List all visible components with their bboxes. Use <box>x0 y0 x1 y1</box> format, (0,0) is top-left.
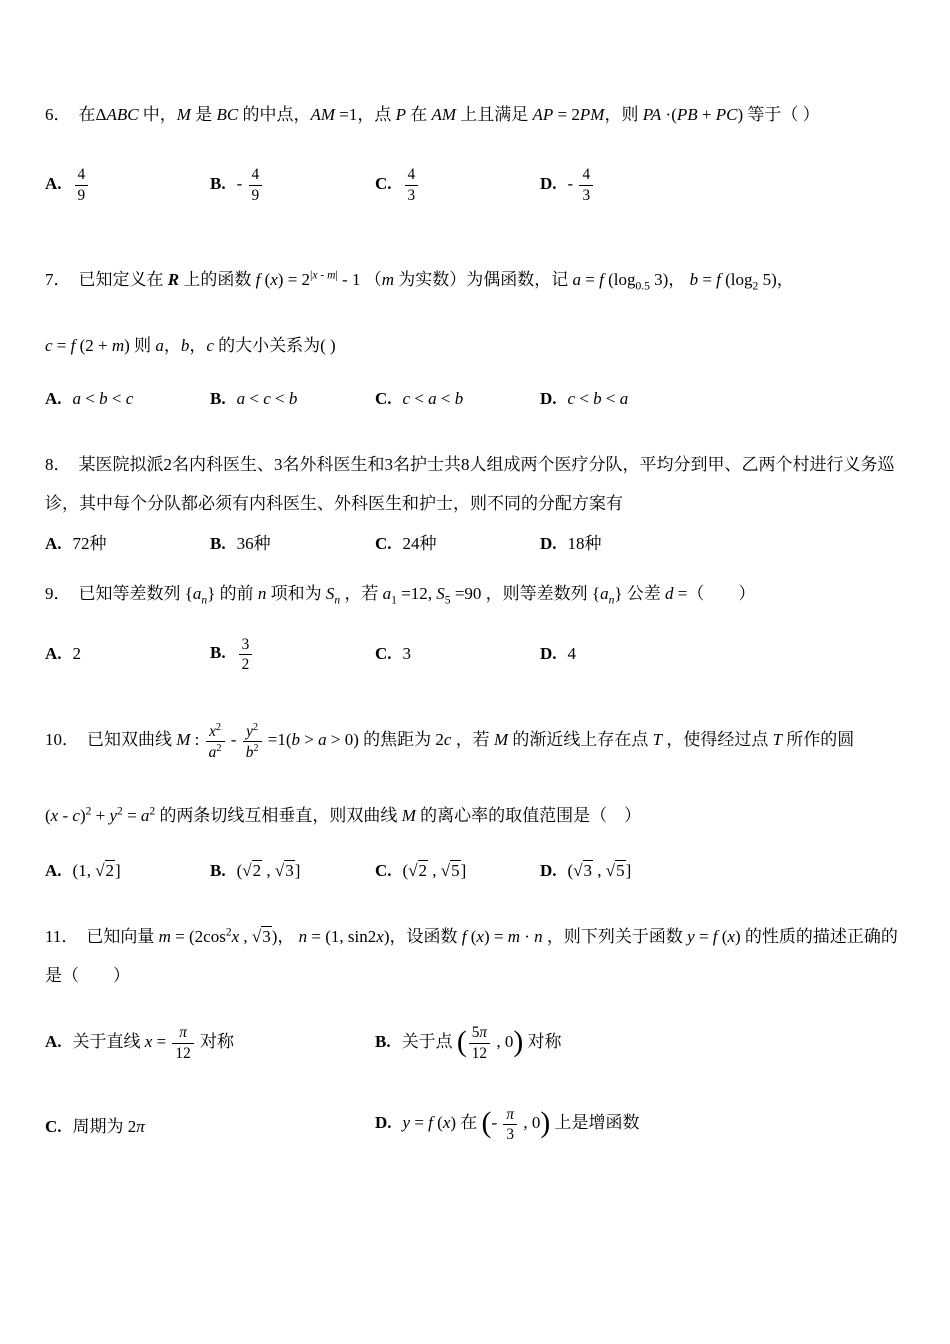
option-content: c < a < b <box>402 389 464 409</box>
option-content: (√2 , √3] <box>236 861 301 881</box>
option-content: (√2 , √5] <box>402 861 467 881</box>
question-7-option-c <box>375 389 540 409</box>
option-content: 72种 <box>72 534 107 554</box>
question-11-number: 11． <box>45 927 79 947</box>
option-content: (1, √2] <box>72 861 121 881</box>
question-7-stem-continued: c = f (2 + m) 则 a，b，c 的大小关系为( ) <box>45 336 336 356</box>
question-8-option-c <box>375 529 540 554</box>
option-content: (√3 , √5] <box>567 861 632 881</box>
option-label: D. <box>375 1113 392 1133</box>
option-label: C. <box>375 389 392 409</box>
option-content: a < b < c <box>72 389 134 409</box>
option-label: A. <box>45 389 62 409</box>
option-label: B. <box>210 534 226 554</box>
question-6-text: 在ΔABC 中，M 是 BC 的中点，AM =1，点 P 在 AM 上且满足 AP = 2PM，则 PA ·(PB + PC) 等于（ ） <box>78 105 820 124</box>
question-7-stem <box>45 260 905 300</box>
option-label: D. <box>540 644 557 664</box>
option-label: B. <box>210 389 226 409</box>
option-content: y = f (x) 在 (- $\frac{\pi}{3}$ , 0) 上是增函数 <box>402 1105 640 1143</box>
question-8 <box>45 445 905 554</box>
question-8-number: 8． <box>45 455 71 475</box>
question-10 <box>45 720 905 881</box>
question-6-option-c <box>375 165 540 204</box>
option-content: 3 <box>402 644 412 664</box>
option-content: $\frac{4}{9}$ <box>73 174 91 193</box>
option-content: c < b < a <box>567 389 629 409</box>
question-7-number: 7． <box>45 270 71 290</box>
question-6-stem <box>45 95 905 134</box>
question-11-options <box>45 1023 905 1143</box>
question-6-number: 6． <box>45 105 71 124</box>
question-9-number: 9． <box>45 584 71 604</box>
question-9-option-a <box>45 644 210 664</box>
question-9-option-c <box>375 644 540 664</box>
option-content: $\frac{4}{3}$ <box>403 174 421 193</box>
question-8-options <box>45 529 905 554</box>
option-label: B. <box>210 174 226 193</box>
question-10-options <box>45 861 905 881</box>
option-label: D. <box>540 389 557 409</box>
question-8-option-a <box>45 529 210 554</box>
question-10-option-a <box>45 861 210 881</box>
option-label: B. <box>375 1031 391 1051</box>
option-content: 关于直线 x = $\frac{\pi}{12}$ 对称 <box>72 1024 234 1062</box>
option-content: 关于点 ( $\frac{5\pi}{12}$ , 0) 对称 <box>401 1024 562 1062</box>
question-7 <box>45 260 905 409</box>
question-11-option-c <box>45 1112 375 1137</box>
question-10-stem-continued: $(x - c)^2 + y^2 = a^2$ 的两条切线互相垂直，则双曲线 M 的离心率的取值范围是（ ） <box>45 804 642 826</box>
question-7-text: 已知定义在 R 上的函数 f $(x) = 2^{|x - m|} - 1$ （m 为实数）为偶函数，记 a = f ($\log_{0.5}$ 3)， b = f ($\log_2$ 5)， <box>78 268 794 293</box>
question-6-option-a <box>45 165 210 204</box>
question-10-option-d <box>540 861 905 881</box>
question-10-option-c <box>375 861 540 881</box>
option-content: - $\frac{4}{3}$ <box>568 174 596 193</box>
question-11-option-a <box>45 1023 375 1062</box>
option-label: C. <box>375 174 392 193</box>
option-content: 4 <box>567 644 577 664</box>
question-10-text: 已知双曲线 M : $\frac{x^2}{a^2}$ - $\frac{y^2}{b^2}$ =1(b > a > 0) 的焦距为 2c ，若 M 的渐近线上存在点 T ，使得经过点 T 所作的圆 <box>87 721 855 762</box>
option-label: A. <box>45 174 62 193</box>
question-9-option-b <box>210 635 375 674</box>
question-11-option-d <box>375 1105 905 1144</box>
question-8-stem <box>45 445 905 523</box>
question-10-option-b <box>210 861 375 881</box>
option-label: A. <box>45 861 62 881</box>
question-9-options <box>45 628 905 680</box>
question-9-option-d <box>540 644 905 664</box>
question-9 <box>45 574 905 680</box>
question-8-option-d <box>540 529 905 554</box>
question-11 <box>45 917 905 1144</box>
question-7-options <box>45 389 905 409</box>
question-7-option-a <box>45 389 210 409</box>
option-content: $\frac{3}{2}$ <box>237 643 255 662</box>
option-content: a < c < b <box>236 389 298 409</box>
option-label: C. <box>375 644 392 664</box>
question-11-text: 已知向量 $m = (2\cos^2x$ , √3)， n = (1, sin2x)，设函数 f (x) = m · n ，则下列关于函数 y = f (x) 的性质的描述正确的是（ ） <box>45 925 898 986</box>
question-8-text: 某医院拟派2名内科医生、3名外科医生和3名护士共8人组成两个医疗分队，平均分到甲、乙两个村进行义务巡诊，其中每个分队都必须有内科医生、外科医生和护士，则不同的分配方案有 <box>45 455 895 514</box>
question-9-stem <box>45 574 905 614</box>
option-content: 36种 <box>236 534 271 554</box>
question-7-option-d <box>540 389 905 409</box>
question-6-option-b <box>210 165 375 204</box>
option-label: D. <box>540 174 557 193</box>
option-label: D. <box>540 861 557 881</box>
option-label: C. <box>375 861 392 881</box>
question-11-stem <box>45 917 905 995</box>
option-label: A. <box>45 534 62 554</box>
question-6-options <box>45 156 905 214</box>
option-content: 18种 <box>567 534 602 554</box>
option-label: B. <box>210 861 226 881</box>
question-9-text: 已知等差数列 $\{a_n\}$ 的前 n 项和为 $S_n$ ，若 $a_1 =12$, $S_5 =90$ ，则等差数列 $\{a_n\}$ 公差 d =（ ） <box>78 584 756 607</box>
option-label: A. <box>45 1031 62 1051</box>
question-11-option-b <box>375 1023 905 1062</box>
question-10-number: 10． <box>45 730 79 750</box>
question-6-option-d <box>540 165 905 204</box>
question-10-stem <box>45 720 905 762</box>
question-7-option-b <box>210 389 375 409</box>
option-content: 2 <box>72 644 82 664</box>
question-6 <box>45 95 905 214</box>
option-content: 周期为 2π <box>72 1116 145 1136</box>
option-label: C. <box>45 1116 62 1136</box>
option-label: C. <box>375 534 392 554</box>
question-8-option-b <box>210 529 375 554</box>
option-content: 24种 <box>402 534 437 554</box>
option-label: D. <box>540 534 557 554</box>
option-content: - $\frac{4}{9}$ <box>237 174 265 193</box>
option-label: A. <box>45 644 62 664</box>
option-label: B. <box>210 643 226 663</box>
